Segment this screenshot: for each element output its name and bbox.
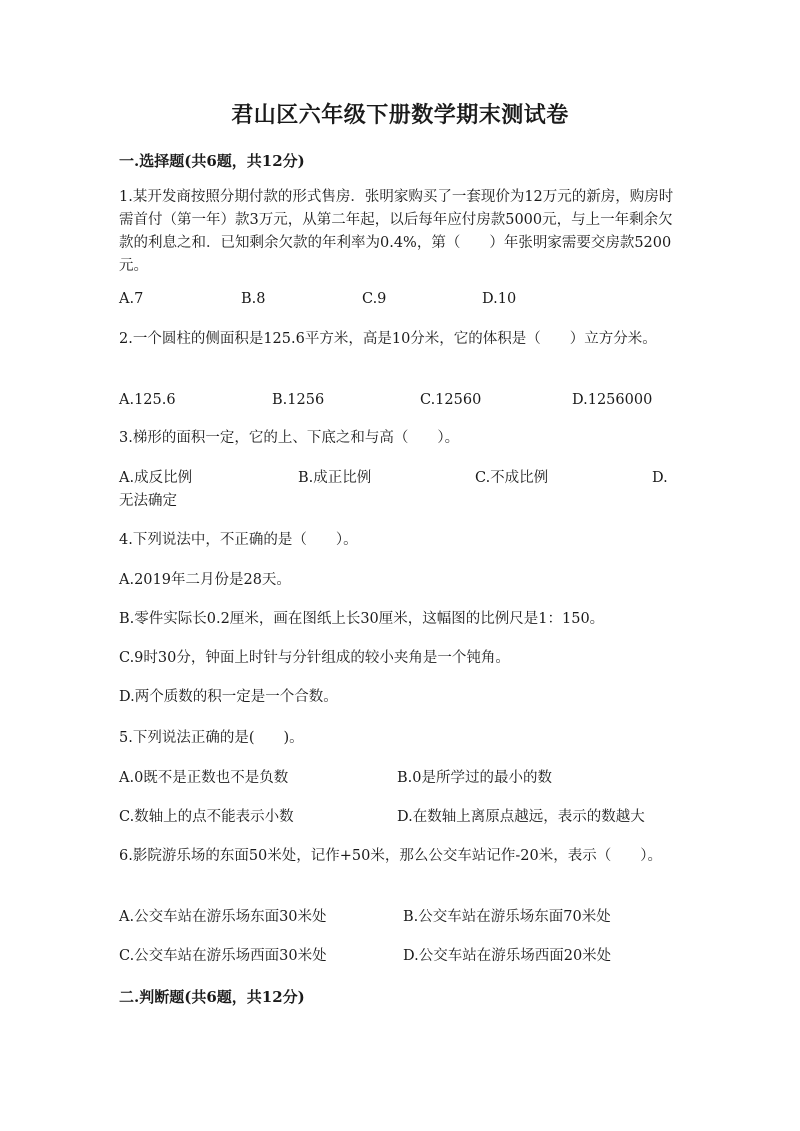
- question-6-option-a: A.公交车站在游乐场东面30米处: [119, 909, 327, 925]
- question-2-stem: 2.一个圆柱的侧面积是125.6平方米，高是10分米，它的体积是（ ）立方分米。: [119, 331, 657, 347]
- question-2-option-b: B.1256: [272, 392, 325, 408]
- question-5-option-a: A.0既不是正数也不是负数: [119, 770, 289, 786]
- question-3-option-a: A.成反比例: [119, 470, 193, 486]
- section-heading-judgement: 二.判断题(共6题，共12分): [119, 988, 305, 1006]
- question-5-option-d: D.在数轴上离原点越远，表示的数越大: [397, 809, 645, 825]
- question-1-option-d: D.10: [482, 291, 517, 307]
- question-6-option-d: D.公交车站在游乐场西面20米处: [403, 948, 612, 964]
- page-title: 君山区六年级下册数学期末测试卷: [231, 102, 569, 128]
- question-3-option-d: D.: [652, 470, 668, 486]
- question-1-option-b: B.8: [241, 291, 266, 307]
- question-5-option-c: C.数轴上的点不能表示小数: [119, 809, 294, 825]
- question-1-option-a: A.7: [119, 291, 144, 307]
- question-4-option-c: C.9时30分，钟面上时针与分针组成的较小夹角是一个钝角。: [119, 650, 510, 666]
- question-1-stem: 1.某开发商按照分期付款的形式售房．张明家购买了一套现价为12万元的新房，购房时需首付（第一年）款3万元，从第二年起，以后每年应付房款5000元，与上一年剩余欠款的利息之和．已知剩余欠款的年利率为0.4%，第（ ）年张明家需要交房款5200元。: [119, 189, 674, 274]
- question-5-stem: 5.下列说法正确的是( )。: [119, 730, 304, 746]
- question-6-option-c: C.公交车站在游乐场西面30米处: [119, 948, 327, 964]
- question-3-stem: 3.梯形的面积一定，它的上、下底之和与高（ ）。: [119, 430, 460, 446]
- question-4-option-d: D.两个质数的积一定是一个合数。: [119, 689, 338, 705]
- question-2-option-d: D.1256000: [572, 392, 653, 408]
- question-3-option-b: B.成正比例: [298, 470, 372, 486]
- question-6-option-b: B.公交车站在游乐场东面70米处: [403, 909, 611, 925]
- question-5-option-b: B.0是所学过的最小的数: [397, 770, 552, 786]
- section-heading-choice: 一.选择题(共6题，共12分): [119, 152, 305, 170]
- question-1-option-c: C.9: [362, 291, 387, 307]
- question-4-option-a: A.2019年二月份是28天。: [119, 572, 291, 588]
- question-3-option-c: C.不成比例: [475, 470, 549, 486]
- question-4-option-b: B.零件实际长0.2厘米，画在图纸上长30厘米，这幅图的比例尺是1：150。: [119, 611, 605, 627]
- question-3-option-d-text: 无法确定: [119, 493, 177, 509]
- question-2-option-c: C.12560: [420, 392, 482, 408]
- question-4-stem: 4.下列说法中，不正确的是（ ）。: [119, 532, 358, 548]
- question-2-option-a: A.125.6: [119, 392, 176, 408]
- question-6-stem: 6.影院游乐场的东面50米处，记作+50米，那么公交车站记作-20米，表示（ ）。: [119, 848, 662, 864]
